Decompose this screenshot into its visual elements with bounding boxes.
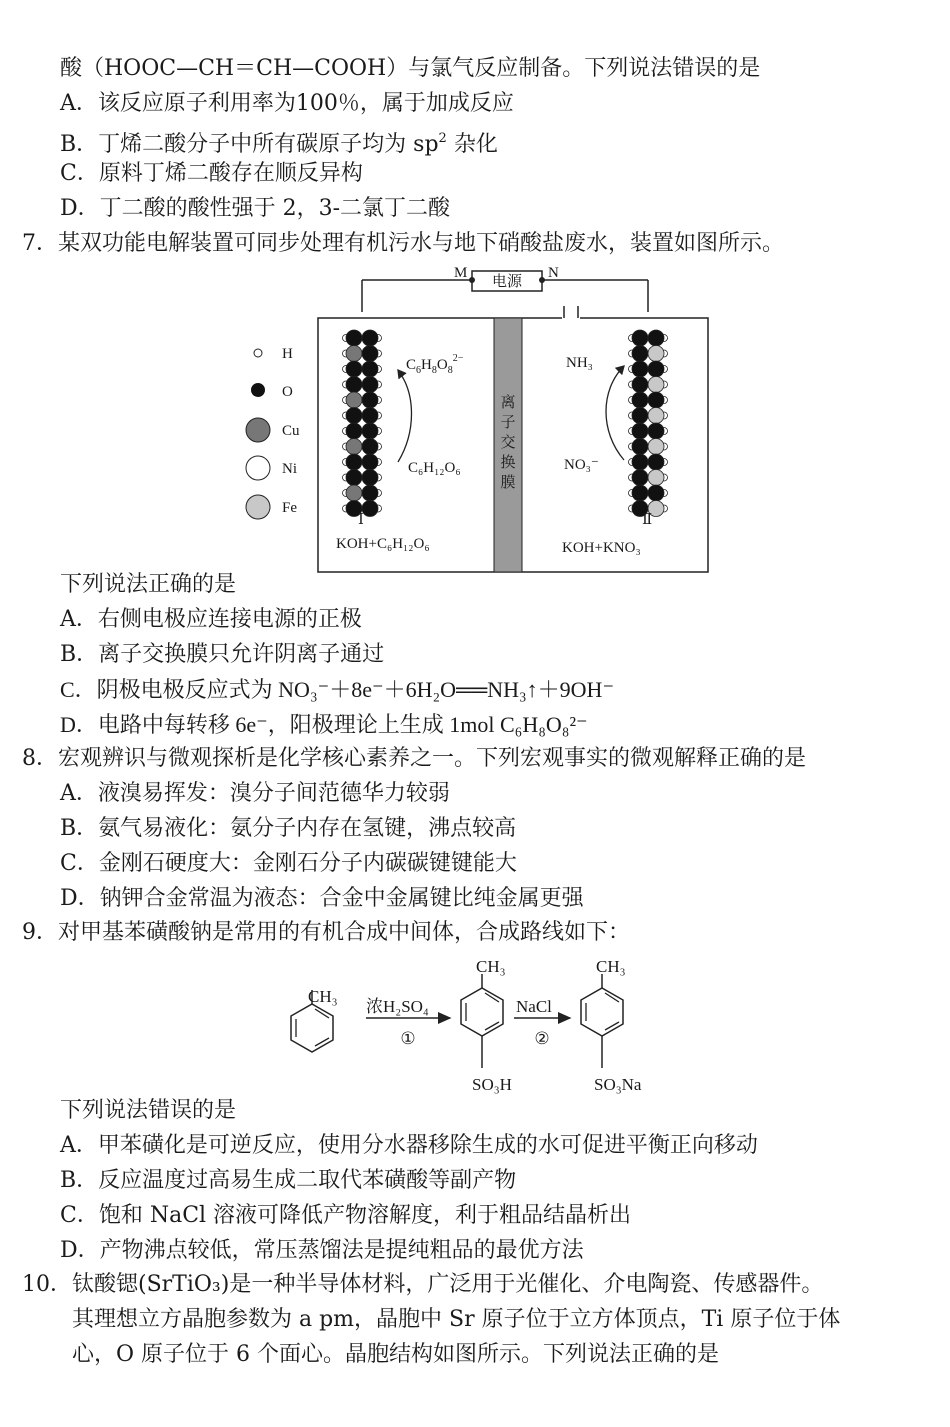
q6-option-b-tail: 杂化 [446,132,498,157]
terminal-m: M [454,265,468,281]
electrode-right [629,330,668,517]
atom [648,361,664,377]
q7-option-c: C．阴极电极反应式为 NO₃⁻＋8e⁻＋6H₂O══NH₃↑＋9OH⁻ [60,677,615,702]
atom [362,377,378,393]
atom [632,330,648,346]
legend-o: O [282,384,293,400]
atom [648,392,664,408]
atom [346,470,362,486]
q9-option-a: A．甲苯磺化是可逆反应，使用分水器移除生成的水可促进平衡正向移动 [60,1133,758,1158]
atom [648,454,664,470]
atom [648,439,664,455]
q6-option-b-sup: 2 [438,131,447,146]
atom [346,423,362,439]
left-solution-label: KOH+C₆H₁₂O₆ [336,536,430,552]
q7-option-d: D．电路中每转移 6e⁻，阳极理论上生成 1mol C₆H₈O₈²⁻ [60,712,588,737]
atom [362,501,378,517]
q6-option-c: C．原料丁烯二酸存在顺反异构 [60,161,363,186]
left-product-label: $C_6H_8O_8^{2-}$ [406,353,464,376]
q9-option-d: D．产物沸点较低，常压蒸馏法是提纯粗品的最优方法 [60,1238,584,1263]
right-electrode-label: Ⅱ [642,512,653,528]
q6-option-b-text: B．丁烯二酸分子中所有碳原子均为 sp [60,132,439,157]
atom [632,346,648,362]
atom [632,361,648,377]
toluene-ch3: CH₃ [308,987,338,1006]
toluene-structure [291,987,338,1052]
left-reactant-label: C₆H₁₂O₆ [408,460,461,476]
atom [362,470,378,486]
electrode-left [343,330,382,517]
reagent-2: NaCl [516,997,552,1016]
atom [362,330,378,346]
membrane-label-2: 子 [500,415,516,431]
atom [362,423,378,439]
q8-option-b: B．氨气易液化：氨分子内存在氢键，沸点较高 [60,816,517,841]
q7-sub-prompt: 下列说法正确的是 [60,572,237,597]
q7-option-b: B．离子交换膜只允许阴离子通过 [60,642,385,667]
q10-stem-line-3: 心，O 原子位于 6 个面心。晶胞结构如图所示。下列说法正确的是 [72,1342,720,1367]
atom [346,454,362,470]
atom [648,423,664,439]
atom [346,377,362,393]
step-1-arrow [366,997,450,1048]
membrane-label-3: 交 [500,435,516,451]
electrolysis-figure [240,262,720,574]
terminal-n: N [548,265,559,281]
sodium-tosylate-structure [581,957,642,1094]
legend-cu: Cu [282,423,300,439]
q6-option-a: A．该反应原子利用率为100％，属于加成反应 [60,91,514,116]
power-label: 电源 [491,274,523,290]
right-product-label: NH₃ [566,355,593,371]
atom [346,439,362,455]
atom [346,485,362,501]
electrolysis-cell [318,306,708,572]
q8-option-a: A．液溴易挥发：溴分子间范德华力较弱 [60,781,450,806]
product-2-label: SO₃Na [594,1075,642,1094]
atom [648,470,664,486]
left-electrode-label: Ⅰ [358,512,364,528]
atom [632,439,648,455]
atom [648,408,664,424]
synthesis-scheme [282,952,682,1100]
atom [346,408,362,424]
step-1-label: ① [400,1029,416,1048]
product-1-label: SO₃H [472,1075,512,1094]
atom [632,408,648,424]
q10-stem-line-2: 其理想立方晶胞参数为 a pm，晶胞中 Sr 原子位于立方体顶点，Ti 原子位于体 [72,1307,841,1332]
ptsa-structure [461,957,512,1094]
atom-legend [246,346,300,519]
atom [346,361,362,377]
legend-fe: Fe [282,500,297,516]
membrane-label-4: 换 [500,455,516,471]
q6-option-d: D．丁二酸的酸性强于 2，3-二氯丁二酸 [60,196,451,221]
atom [362,485,378,501]
atom [362,361,378,377]
atom [362,454,378,470]
atom [648,330,664,346]
reagent-1: 浓H₂SO₄ [366,997,429,1016]
membrane-label-5: 膜 [500,475,516,491]
atom [632,485,648,501]
atom [632,454,648,470]
atom [632,377,648,393]
membrane-label-1: 离 [500,395,516,411]
q9-option-c: C．饱和 NaCl 溶液可降低产物溶解度，利于粗品结晶析出 [60,1203,632,1228]
q8-option-d: D．钠钾合金常温为液态：合金中金属键比纯金属更强 [60,886,584,911]
right-reactant-label: NO₃⁻ [564,457,599,473]
atom [648,377,664,393]
q8-option-c: C．金刚石硬度大：金刚石分子内碳碳键键能大 [60,851,517,876]
q8-stem: 8．宏观辨识与微观探析是化学核心素养之一。下列宏观事实的微观解释正确的是 [22,746,806,771]
q9-sub-prompt: 下列说法错误的是 [60,1098,237,1123]
atom [632,392,648,408]
atom [362,408,378,424]
legend-ni: Ni [282,461,297,477]
right-solution-label: KOH+KNO₃ [562,540,641,556]
atom [346,346,362,362]
step-2-arrow [514,997,570,1048]
step-2-label: ② [534,1029,550,1048]
q9-option-b: B．反应温度过高易生成二取代苯磺酸等副产物 [60,1168,517,1193]
atom [648,346,664,362]
atom [632,423,648,439]
right-reaction-arrow [606,366,624,460]
q10-stem-line-1: 10．钛酸锶(SrTiO₃)是一种半导体材料，广泛用于光催化、介电陶瓷、传感器件。 [22,1272,824,1297]
atom [362,439,378,455]
q6-option-b [60,124,498,160]
atom [346,330,362,346]
atom [648,485,664,501]
atom [346,392,362,408]
q9-stem: 9．对甲基苯磺酸钠是常用的有机合成中间体，合成路线如下： [22,920,630,945]
q6-stem-continuation: 酸（HOOC—CH＝CH—COOH）与氯气反应制备。下列说法错误的是 [60,56,761,81]
atom [362,392,378,408]
tosylate-ch3: CH₃ [596,957,626,976]
ptsa-ch3: CH₃ [476,957,506,976]
q7-option-a: A．右侧电极应连接电源的正极 [60,607,362,632]
q7-stem: 7．某双功能电解装置可同步处理有机污水与地下硝酸盐废水，装置如图所示。 [22,231,784,256]
atom [632,470,648,486]
legend-h: H [282,346,293,362]
atom [362,346,378,362]
power-supply [362,265,648,312]
left-reaction-arrow [398,370,412,462]
